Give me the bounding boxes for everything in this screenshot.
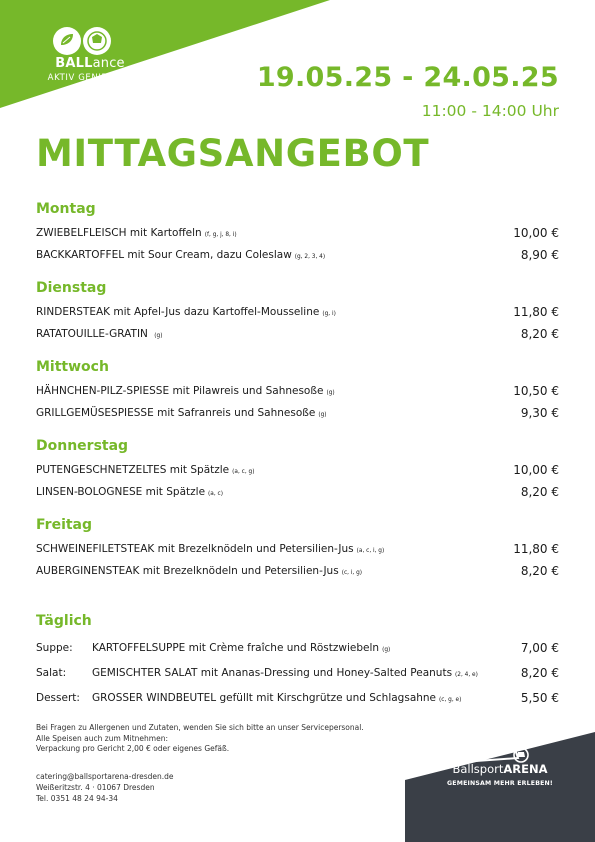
contact-block	[36, 771, 174, 804]
dish-name: RINDERSTEAK	[36, 306, 111, 318]
dish-description: mit Brezelknödeln und Petersilien-Jus	[154, 543, 354, 555]
dish-description: mit Kartoffeln	[126, 227, 202, 239]
dish-price: 11,80 €	[513, 305, 559, 319]
daily-label: Dessert:	[36, 692, 80, 704]
ballance-logo-tagline: AKTIV GENIESSEN	[47, 73, 133, 83]
dish-price: 10,00 €	[513, 463, 559, 477]
dish-row	[36, 481, 559, 503]
dish-description: mit Pilawreis und Sahnesoße	[169, 385, 324, 397]
daily-row	[36, 686, 559, 711]
dish-row	[36, 459, 559, 481]
dish-name: HÄHNCHEN-PILZ-SPIESSE	[36, 385, 170, 397]
day-section	[36, 512, 559, 582]
dish-allergens: (g, 2, 3, 4)	[294, 254, 326, 260]
date-range: 19.05.25 - 24.05.25	[256, 62, 559, 93]
arena-logo-tagline: GEMEINSAM MEHR ERLEBEN!	[447, 780, 553, 787]
dish-row	[36, 244, 559, 266]
dish-price: 11,80 €	[513, 542, 559, 556]
day-section	[36, 433, 559, 503]
dish-price: 7,00 €	[520, 641, 559, 655]
dish-row	[36, 301, 559, 323]
dish-name: SCHWEINEFILETSTEAK	[36, 543, 155, 555]
dish-description: mit Safranreis und Sahnesoße	[153, 407, 316, 419]
weekly-menu	[36, 196, 559, 591]
dish-price: 10,00 €	[513, 226, 559, 240]
dish-price: 8,90 €	[520, 248, 559, 262]
opening-hours: 11:00 - 14:00 Uhr	[421, 102, 559, 120]
daily-label: Salat:	[36, 667, 67, 679]
dish-allergens: (g)	[318, 412, 327, 418]
daily-row	[36, 661, 559, 686]
dish-price: 8,20 €	[520, 666, 559, 680]
note-line: Alle Speisen auch zum Mitnehmen:	[36, 733, 168, 743]
dish-description: mit Sour Cream, dazu Coleslaw	[124, 249, 292, 261]
day-section	[36, 275, 559, 345]
day-section	[36, 354, 559, 424]
dish-row	[36, 560, 559, 582]
ballance-logo	[30, 26, 150, 90]
dish-row	[36, 380, 559, 402]
dish-allergens: (2, 4, e)	[455, 672, 478, 678]
dish-allergens: (f, g, j, 8, i)	[204, 232, 237, 238]
day-section	[36, 196, 559, 266]
dish-allergens: (a, c, g)	[232, 469, 255, 475]
contact-address: Weißeritzstr. 4 · 01067 Dresden	[36, 783, 155, 792]
dish-price: 8,20 €	[520, 564, 559, 578]
dish-allergens: (g, i)	[322, 311, 336, 317]
dish-allergens: (g)	[326, 390, 335, 396]
note-line: Verpackung pro Gericht 2,00 € oder eigenes Gefäß.	[36, 744, 230, 753]
daily-label: Suppe:	[36, 642, 73, 654]
day-heading: Freitag	[36, 517, 93, 533]
dish-description: gefüllt mit Kirschgrütze und Schlagsahne	[216, 692, 437, 704]
contact-phone: Tel. 0351 48 24 94-34	[36, 794, 118, 803]
dish-name: ZWIEBELFLEISCH	[36, 227, 127, 239]
dish-allergens: (c, i, g)	[341, 570, 363, 576]
dish-name: AUBERGINENSTEAK	[36, 565, 140, 577]
day-heading: Montag	[36, 201, 96, 217]
daily-row	[36, 636, 559, 661]
dish-allergens: (g)	[382, 647, 391, 653]
dish-name: LINSEN-BOLOGNESE	[36, 486, 143, 498]
daily-heading: Täglich	[36, 613, 92, 629]
page-title: MITTAGSANGEBOT	[36, 132, 430, 175]
ballsportarena-logo	[440, 762, 560, 818]
dish-allergens: (c, g, e)	[439, 697, 462, 703]
dish-description: mit Spätzle	[166, 464, 230, 476]
dish-name: KARTOFFELSUPPE	[92, 642, 186, 654]
allergen-note	[36, 723, 364, 755]
day-heading: Dienstag	[36, 280, 107, 296]
dish-price: 10,50 €	[513, 384, 559, 398]
dish-row	[36, 538, 559, 560]
dish-price: 5,50 €	[520, 691, 559, 705]
dish-allergens: (a, c)	[208, 491, 223, 497]
daily-section	[36, 608, 559, 711]
ballance-logo-icon	[52, 26, 112, 56]
note-line: Bei Fragen zu Allergenen und Zutaten, wenden Sie sich bitte an unser Servicepersonal.	[36, 723, 364, 732]
dish-price: 8,20 €	[520, 327, 559, 341]
dish-name: RATATOUILLE-GRATIN	[36, 328, 148, 340]
contact-email[interactable]: catering@ballsportarena-dresden.de	[36, 772, 174, 781]
day-heading: Donnerstag	[36, 438, 129, 454]
dish-name: BACKKARTOFFEL	[36, 249, 125, 261]
ballance-logo-name: BALLance	[55, 56, 125, 71]
dish-description: mit Crème fraîche und Röstzwiebeln	[185, 642, 380, 654]
arena-logo-name: BallsportARENA	[452, 762, 548, 776]
dish-description	[148, 328, 151, 340]
dish-name: GRILLGEMÜSESPIESSE	[36, 407, 154, 419]
dish-price: 8,20 €	[520, 485, 559, 499]
dish-allergens: (g)	[154, 333, 163, 339]
dish-name: GEMISCHTER SALAT	[92, 667, 198, 679]
dish-description: mit Spätzle	[142, 486, 206, 498]
dish-price: 9,30 €	[520, 406, 559, 420]
dish-description: mit Ananas-Dressing und Honey-Salted Peanuts	[197, 667, 453, 679]
day-heading: Mittwoch	[36, 359, 109, 375]
dish-description: mit Brezelknödeln und Petersilien-Jus	[139, 565, 339, 577]
dish-name: GROSSER WINDBEUTEL	[92, 692, 217, 704]
dish-allergens: (a, c, i, g)	[356, 548, 385, 554]
dish-row	[36, 222, 559, 244]
dish-row	[36, 402, 559, 424]
dish-row	[36, 323, 559, 345]
dish-description: mit Apfel-Jus dazu Kartoffel-Mousseline	[110, 306, 320, 318]
dish-name: PUTENGESCHNETZELTES	[36, 464, 167, 476]
